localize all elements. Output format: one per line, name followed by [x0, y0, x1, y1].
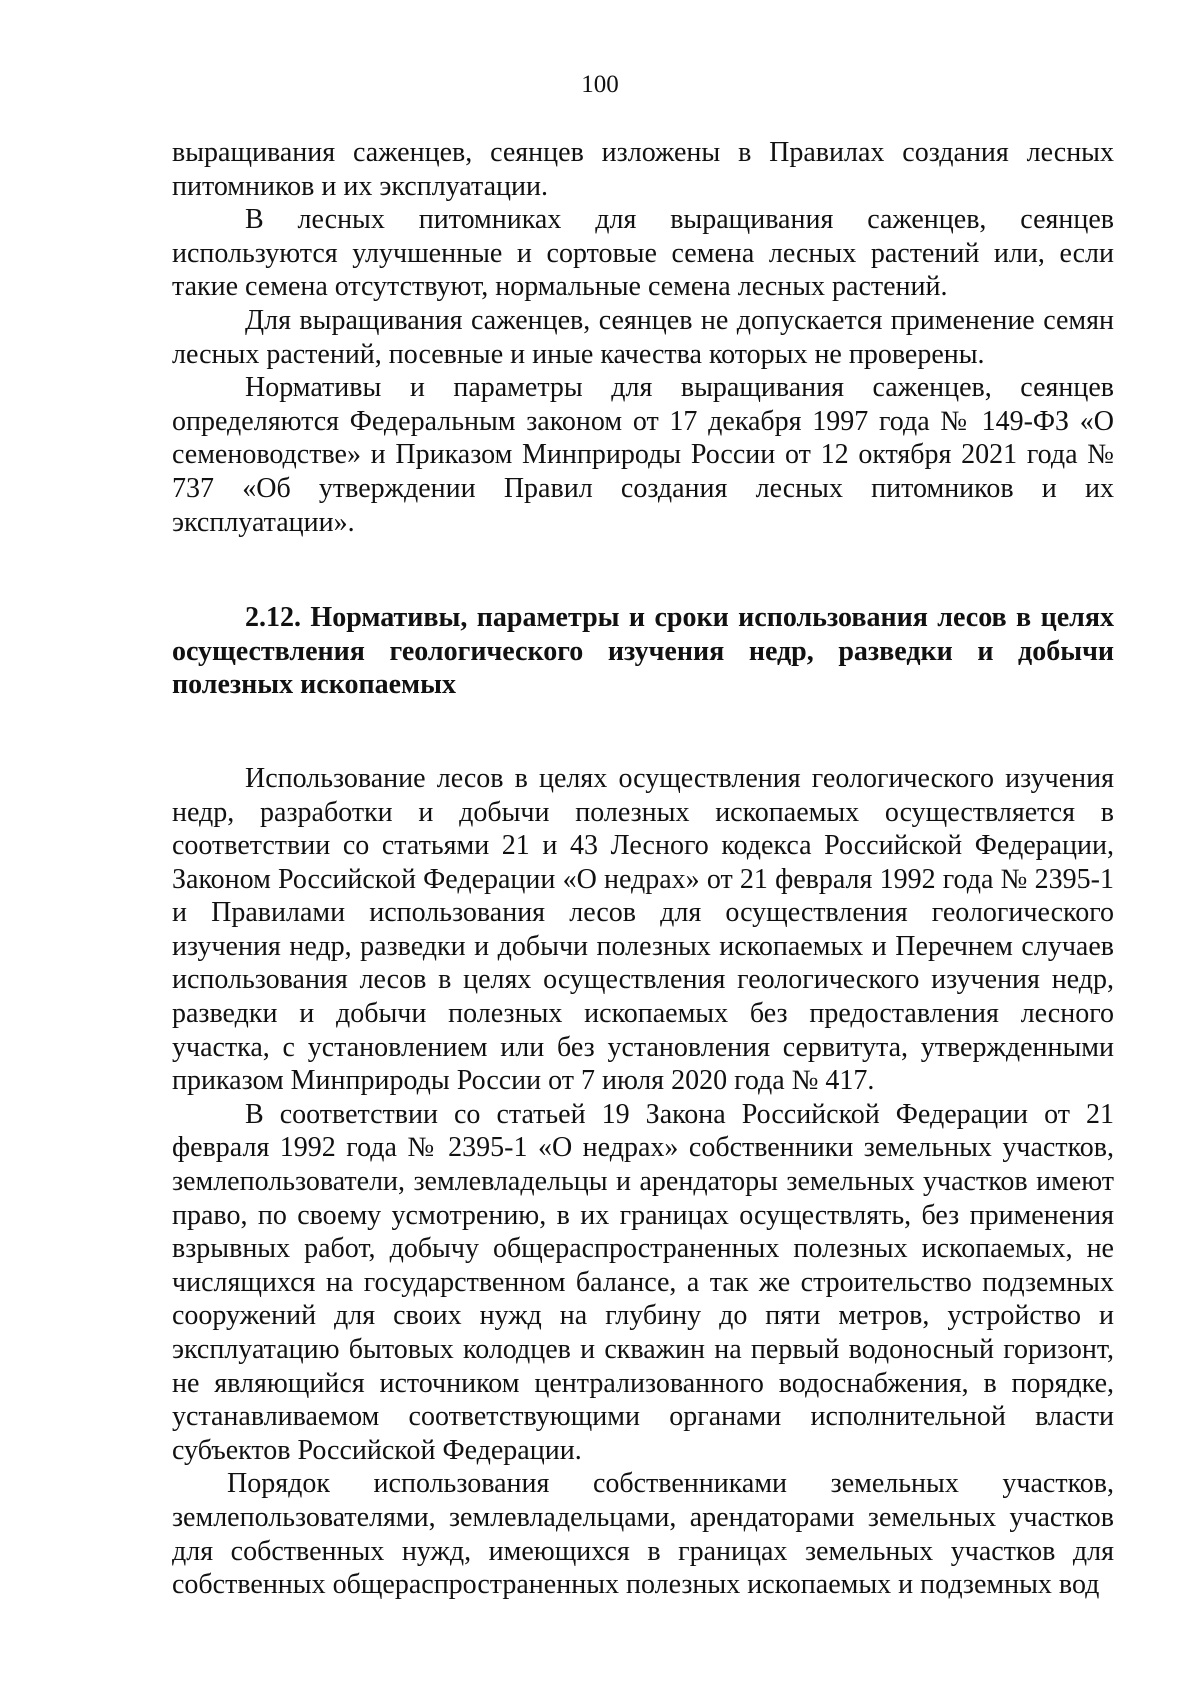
- paragraph-continued: выращивания саженцев, сеянцев изложены в Правилах создания лесных питомников и их эксплуатации.: [172, 137, 1114, 202]
- paragraph-subsoil-law-article-19: В соответствии со статьей 19 Закона Российской Федерации от 21 февраля 1992 года № 2395-1 «О недрах» собственники земельных участков, землепользователи, землевладельцы и арендаторы земельных участков имеют право, по своему усмотрению, в их границах осуществлять, без применения взрывных работ, добычу общераспространенных полезных ископаемых, не числящихся на государственном балансе, а так же строительство подземных сооружений для своих нужд на глубину до пяти метров, устройство и эксплуатацию бытовых колодцев и скважин на первый водоносный горизонт, не являющийся источником централизованного водоснабжения, в порядке, устанавливаемом соответствующими органами исполнительной власти субъектов Российской Федерации.: [172, 1098, 1114, 1466]
- paragraph-nursery-seeds: В лесных питомниках для выращивания саженцев, сеянцев используются улучшенные и сортовые семена лесных растений или, если такие семена отсутствуют, нормальные семена лесных растений.: [172, 204, 1114, 303]
- document-body: [172, 136, 1114, 1602]
- paragraph-seed-restriction: Для выращивания саженцев, сеянцев не допускается применение семян лесных растений, посевные и иные качества которых не проверены.: [172, 304, 1114, 370]
- paragraph-norms-reference: Нормативы и параметры для выращивания саженцев, сеянцев определяются Федеральным законом от 17 декабря 1997 года № 149-ФЗ «О семеноводстве» и Приказом Минприроды России от 12 октября 2021 года № 737 «Об утверждении Правил создания лесных питомников и их эксплуатации».: [172, 372, 1114, 538]
- section-heading: 2.12. Нормативы, параметры и сроки использования лесов в целях осуществления геологического изучения недр, разведки и добычи полезных ископаемых: [172, 602, 1114, 701]
- paragraph-forest-use-geology: Использование лесов в целях осуществления геологического изучения недр, разработки и добычи полезных ископаемых осуществляется в соответствии со статьями 21 и 43 Лесного кодекса Российской Федерации, Законом Российской Федерации «О недрах» от 21 февраля 1992 года № 2395-1 и Правилами использования лесов для осуществления геологического изучения недр, разведки и добычи полезных ископаемых и Перечнем случаев использования лесов в целях осуществления геологического изучения недр, разведки и добычи полезных ископаемых без предоставления лесного участка, с установлением или без установления сервитута, утвержденными приказом Минприроды России от 7 июля 2020 года № 417.: [172, 762, 1114, 1097]
- paragraph-usage-order: Порядок использования собственниками земельных участков, землепользователями, землевладельцами, арендаторами земельных участков для собственных нужд, имеющихся в границах земельных участков для собственных общераспространенных полезных ископаемых и подземных вод: [172, 1468, 1114, 1601]
- page-number: 100: [581, 71, 619, 98]
- section-spacer: [172, 702, 1114, 762]
